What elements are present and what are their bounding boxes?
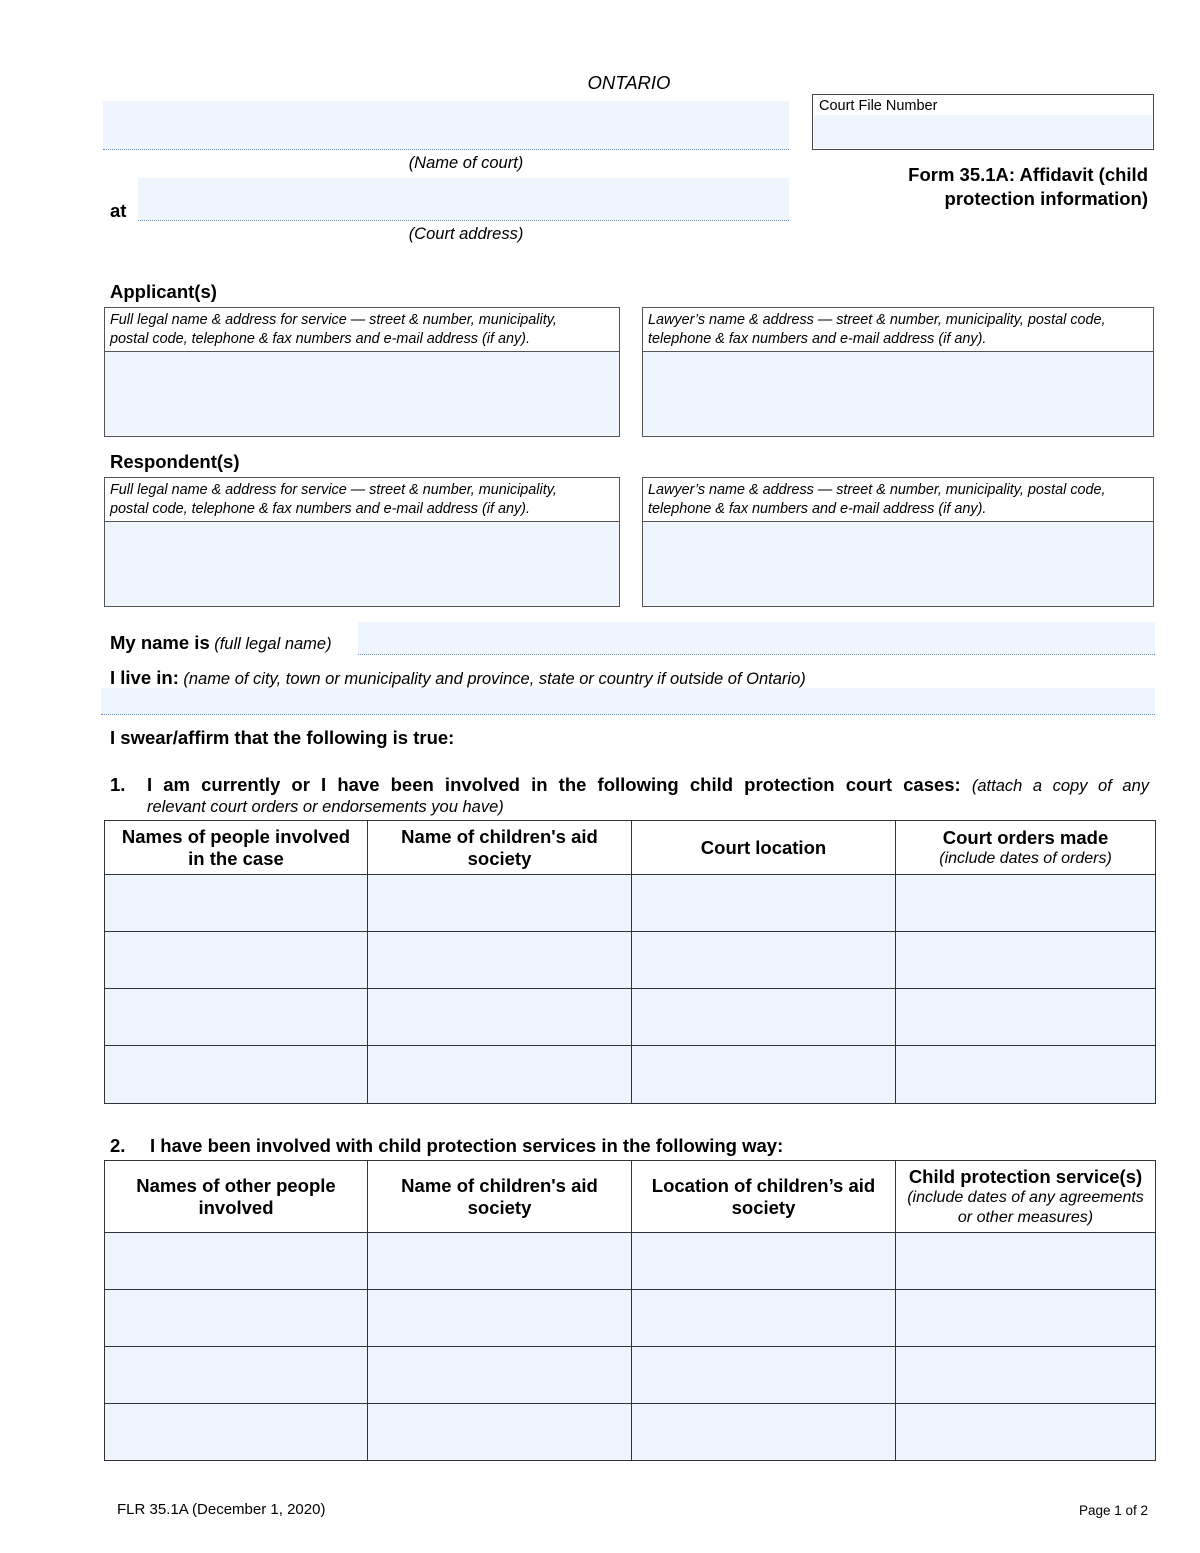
- court-file-number-box: [812, 94, 1154, 150]
- court-address-caption: (Court address): [408, 225, 524, 243]
- s1-r3-orders-input[interactable]: [896, 989, 1155, 1045]
- s1-r3-location-input[interactable]: [632, 989, 895, 1045]
- s1-r1-location-input[interactable]: [632, 875, 895, 931]
- my-name-hint: (full legal name): [214, 635, 332, 653]
- section1-col-names: Names of people involved in the case: [105, 821, 368, 875]
- applicant-party-box: [104, 307, 620, 437]
- s1-r3-names-input[interactable]: [105, 989, 367, 1045]
- s2-r1-names-input[interactable]: [105, 1233, 367, 1289]
- table-row: [105, 1404, 1156, 1461]
- s2-r3-location-input[interactable]: [632, 1347, 895, 1403]
- live-in-input[interactable]: [101, 688, 1155, 714]
- respondent-party-input[interactable]: [105, 522, 619, 606]
- my-name-row-label: [110, 632, 332, 654]
- section2-col-services: Child protection service(s) (include dates of any agreements or other measures): [896, 1161, 1156, 1233]
- s1-r4-society-input[interactable]: [368, 1046, 631, 1103]
- my-name-input[interactable]: [358, 622, 1155, 654]
- section2-statement: I have been involved with child protection services in the following way:: [150, 1135, 784, 1156]
- live-in-label: I live in:: [110, 667, 179, 688]
- table-row: [105, 1347, 1156, 1404]
- court-address-field[interactable]: [138, 178, 789, 221]
- s2-r1-society-input[interactable]: [368, 1233, 631, 1289]
- respondent-lawyer-box: [642, 477, 1154, 607]
- section1-col-society: Name of children's aid society: [368, 821, 632, 875]
- s1-r4-names-input[interactable]: [105, 1046, 367, 1103]
- s1-r4-location-input[interactable]: [632, 1046, 895, 1103]
- my-name-label: My name is: [110, 632, 210, 653]
- live-in-field[interactable]: [101, 688, 1155, 715]
- at-label: at: [110, 200, 127, 221]
- section2-col-names: Names of other people involved: [105, 1161, 368, 1233]
- s2-r2-names-input[interactable]: [105, 1290, 367, 1346]
- respondent-lawyer-input[interactable]: [643, 522, 1153, 606]
- form-title-line-1: Form 35.1A: Affidavit (child: [908, 164, 1148, 185]
- s2-r2-location-input[interactable]: [632, 1290, 895, 1346]
- section1-hint-1: (attach a copy of any: [971, 777, 1149, 795]
- court-file-number-input[interactable]: [814, 115, 1152, 148]
- s1-r1-orders-input[interactable]: [896, 875, 1155, 931]
- section1-table: [104, 820, 1156, 1104]
- s1-r2-location-input[interactable]: [632, 932, 895, 988]
- s2-r4-location-input[interactable]: [632, 1404, 895, 1460]
- section2-table: [104, 1160, 1156, 1461]
- s2-r3-services-input[interactable]: [896, 1347, 1155, 1403]
- section2-number: 2.: [110, 1135, 126, 1156]
- table-row: [105, 875, 1156, 932]
- s2-r4-services-input[interactable]: [896, 1404, 1155, 1460]
- respondent-party-hint: Full legal name & address for service — street & number, municipality, postal code, telephone & fax numbers and e-mail address (if any).: [105, 478, 619, 522]
- table-row: [105, 932, 1156, 989]
- s2-r1-location-input[interactable]: [632, 1233, 895, 1289]
- s1-r3-society-input[interactable]: [368, 989, 631, 1045]
- applicant-lawyer-hint: Lawyer’s name & address — street & number, municipality, postal code, telephone & fax numbers and e-mail address (if any).: [643, 308, 1153, 352]
- court-name-caption: (Name of court): [408, 154, 524, 172]
- court-address-input[interactable]: [138, 178, 789, 220]
- s1-r2-orders-input[interactable]: [896, 932, 1155, 988]
- section2-col-location: Location of children’s aid society: [632, 1161, 896, 1233]
- live-in-hint: (name of city, town or municipality and province, state or country if outside of Ontario): [183, 670, 806, 688]
- section1-hint-2: relevant court orders or endorsements you have): [147, 798, 504, 816]
- section1-statement: I am currently or I have been involved in the following child protection court cases:: [147, 774, 961, 795]
- s2-r2-services-input[interactable]: [896, 1290, 1155, 1346]
- footer-page-number: Page 1 of 2: [1078, 1503, 1148, 1518]
- applicant-party-input[interactable]: [105, 352, 619, 436]
- applicant-party-hint: Full legal name & address for service — street & number, municipality, postal code, telephone & fax numbers and e-mail address (if any).: [105, 308, 619, 352]
- table-row: [105, 989, 1156, 1046]
- s2-r4-names-input[interactable]: [105, 1404, 367, 1460]
- form-title-line-2: protection information): [944, 188, 1148, 209]
- section1-number: 1.: [110, 774, 126, 795]
- my-name-field[interactable]: [358, 622, 1155, 655]
- s1-r2-names-input[interactable]: [105, 932, 367, 988]
- applicant-lawyer-input[interactable]: [643, 352, 1153, 436]
- court-name-input[interactable]: [103, 101, 789, 149]
- s1-r4-orders-input[interactable]: [896, 1046, 1155, 1103]
- s2-r1-services-input[interactable]: [896, 1233, 1155, 1289]
- respondent-lawyer-hint: Lawyer’s name & address — street & number, municipality, postal code, telephone & fax numbers and e-mail address (if any).: [643, 478, 1153, 522]
- applicants-heading: Applicant(s): [110, 281, 217, 302]
- court-name-field[interactable]: [103, 101, 789, 150]
- s2-r2-society-input[interactable]: [368, 1290, 631, 1346]
- s1-r2-society-input[interactable]: [368, 932, 631, 988]
- table-row: [105, 1290, 1156, 1347]
- form-title: [908, 163, 1148, 211]
- section1-col-location: Court location: [632, 821, 896, 875]
- footer-form-reference: FLR 35.1A (December 1, 2020): [117, 1501, 326, 1518]
- s1-r1-society-input[interactable]: [368, 875, 631, 931]
- oath-statement: I swear/affirm that the following is true:: [110, 727, 455, 748]
- s2-r3-names-input[interactable]: [105, 1347, 367, 1403]
- respondent-party-box: [104, 477, 620, 607]
- section1-col-orders: Court orders made (include dates of orders): [896, 821, 1156, 875]
- respondents-heading: Respondent(s): [110, 451, 240, 472]
- applicant-lawyer-box: [642, 307, 1154, 437]
- live-in-row-label: [110, 667, 806, 689]
- s2-r4-society-input[interactable]: [368, 1404, 631, 1460]
- jurisdiction-title: ONTARIO: [587, 72, 671, 93]
- s2-r3-society-input[interactable]: [368, 1347, 631, 1403]
- section2-col-society: Name of children's aid society: [368, 1161, 632, 1233]
- court-file-number-label: Court File Number: [819, 98, 938, 114]
- table-row: [105, 1233, 1156, 1290]
- section1-text: [147, 774, 1149, 817]
- s1-r1-names-input[interactable]: [105, 875, 367, 931]
- table-row: [105, 1046, 1156, 1104]
